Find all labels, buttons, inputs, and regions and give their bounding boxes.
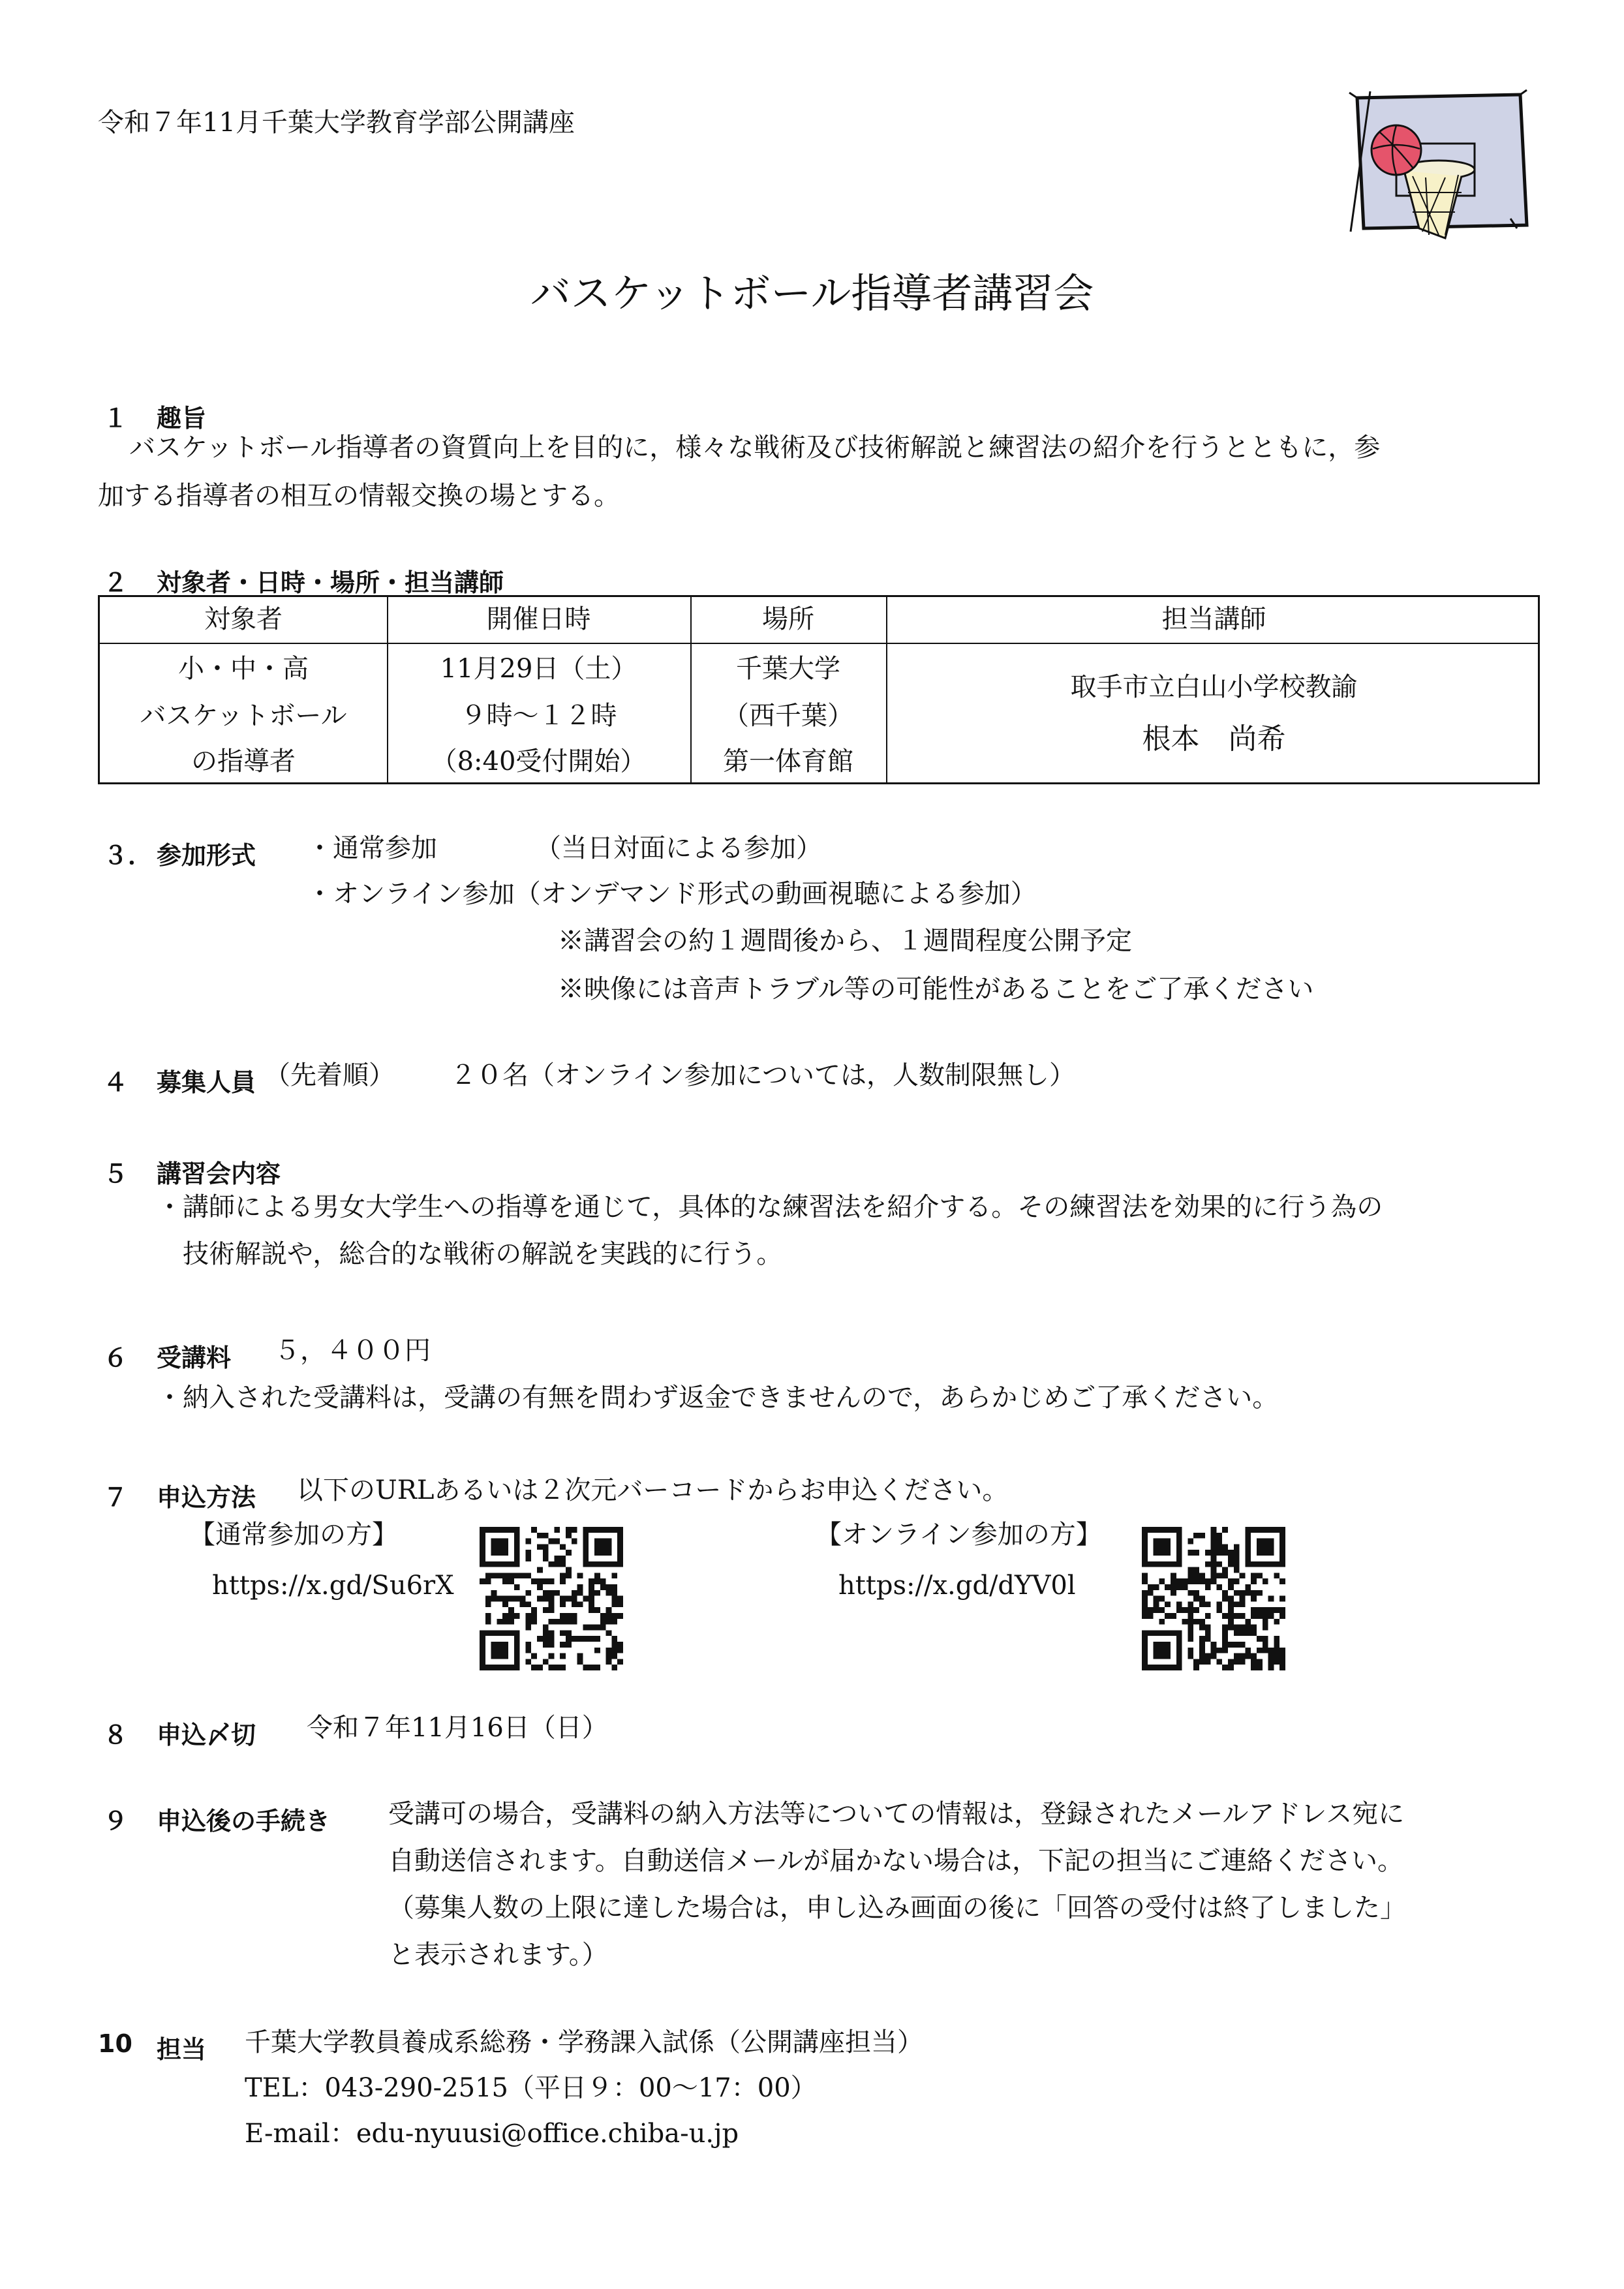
datetime-line3: （8:40受付開始） <box>431 746 647 776</box>
online-entry-url[interactable]: https://x.gd/dYV0l <box>838 1571 1076 1601</box>
s6-fee: ５，４００円 <box>274 1336 431 1366</box>
datetime-line2: ９時～１２時 <box>460 701 617 731</box>
table-header-instructor: 担当講師 <box>1161 604 1266 634</box>
online-entry-label: 【オンライン参加の方】 <box>816 1520 1102 1550</box>
s1-heading: 趣旨 <box>157 404 207 433</box>
s10-heading: 担当 <box>157 2035 207 2064</box>
s4-heading: 募集人員 <box>157 1068 256 1097</box>
s2-heading: 対象者・日時・場所・担当講師 <box>157 568 504 597</box>
s9-line3: （募集人数の上限に達した場合は，申し込み画面の後に「回答の受付は終了しました」 <box>388 1893 1406 1923</box>
s5-line1: ・講師による男女大学生への指導を通じて，具体的な練習法を紹介する。その練習法を効果的に行う為の <box>157 1192 1383 1222</box>
s7-text: 以下のURLあるいは２次元バーコードからお申込ください。 <box>297 1475 1009 1505</box>
normal-entry-url[interactable]: https://x.gd/Su6rX <box>212 1571 454 1601</box>
series-label: 令和７年11月千葉大学教育学部公開講座 <box>98 108 575 138</box>
s1-number: １ <box>103 404 129 433</box>
table-header-place: 場所 <box>762 604 814 634</box>
place-line1: 千葉大学 <box>736 654 840 684</box>
s9-line1: 受講可の場合，受講料の納入方法等についての情報は，登録されたメールアドレス宛に <box>388 1799 1405 1829</box>
s1-line1: バスケットボール指導者の資質向上を目的に，様々な戦術及び技術解説と練習法の紹介を行うとともに，参 <box>129 433 1381 463</box>
contact-email[interactable]: E-mail：edu-nyuusi@office.chiba-u.jp <box>245 2119 739 2149</box>
s8-heading: 申込〆切 <box>157 1721 256 1749</box>
place-line3: 第一体育館 <box>723 746 853 776</box>
normal-entry-qr-code[interactable] <box>480 1527 623 1670</box>
s7-heading: 申込方法 <box>157 1483 256 1512</box>
s9-line2: 自動送信されます。自動送信メールが届かない場合は，下記の担当にご連絡ください。 <box>388 1846 1403 1876</box>
s9-number: ９ <box>103 1807 129 1836</box>
target-line2: バスケットボール <box>140 701 347 731</box>
s3-option-normal: ・通常参加 <box>307 833 437 863</box>
table-header-datetime: 開催日時 <box>486 604 591 634</box>
contact-organization: 千葉大学教員養成系総務・学務課入試係（公開講座担当） <box>245 2027 923 2057</box>
s9-heading: 申込後の手続き <box>157 1807 331 1836</box>
datetime-line1: 11月29日（土） <box>440 654 637 684</box>
normal-entry-label: 【通常参加の方】 <box>189 1520 398 1550</box>
s6-note: ・納入された受講料は，受講の有無を問わず返金できませんので，あらかじめご了承ください。 <box>157 1383 1279 1413</box>
s2-number: ２ <box>103 568 129 597</box>
schedule-table <box>98 595 1540 784</box>
contact-tel: TEL：043-290-2515（平日９：00～17：00） <box>245 2073 817 2103</box>
basketball-hoop-illustration <box>1331 78 1533 261</box>
s3-option-online: ・オンライン参加（オンデマンド形式の動画視聴による参加） <box>307 879 1037 909</box>
page-title: バスケットボール指導者講習会 <box>530 269 1094 317</box>
online-entry-qr-code[interactable] <box>1142 1527 1285 1670</box>
s4-number: ４ <box>103 1068 129 1097</box>
instructor-name: 根本 尚希 <box>1142 722 1286 756</box>
s3-option-normal-note: （当日対面による参加） <box>535 833 822 863</box>
s7-number: ７ <box>103 1483 129 1512</box>
s3-note2: ※映像には音声トラブル等の可能性があることをご了承ください <box>558 974 1314 1004</box>
s1-line2: 加する指導者の相互の情報交換の場とする。 <box>98 481 620 511</box>
target-line3: の指導者 <box>191 746 296 776</box>
s9-line4: と表示されます。） <box>388 1940 608 1970</box>
s6-number: ６ <box>103 1344 129 1372</box>
instructor-affiliation: 取手市立白山小学校教諭 <box>1070 672 1358 702</box>
table-header-target: 対象者 <box>204 604 283 634</box>
s8-number: ８ <box>103 1721 129 1749</box>
s4-text: ２０名（オンライン参加については，人数制限無し） <box>450 1060 1075 1090</box>
s4-sub: （先着順） <box>264 1060 395 1090</box>
s8-deadline: 令和７年11月16日（日） <box>307 1713 608 1743</box>
s10-number: 10 <box>98 2029 132 2058</box>
s5-number: ５ <box>103 1160 129 1188</box>
s5-line2: 技術解説や，総合的な戦術の解説を実践的に行う。 <box>183 1239 783 1269</box>
target-line1: 小・中・高 <box>178 654 309 684</box>
s3-note1: ※講習会の約１週間後から、１週間程度公開予定 <box>558 926 1132 956</box>
s3-number: ３． <box>103 841 153 870</box>
place-line2: （西千葉） <box>723 701 853 731</box>
s5-heading: 講習会内容 <box>157 1160 281 1188</box>
s3-heading: 参加形式 <box>157 841 256 870</box>
s6-heading: 受講料 <box>157 1344 232 1372</box>
